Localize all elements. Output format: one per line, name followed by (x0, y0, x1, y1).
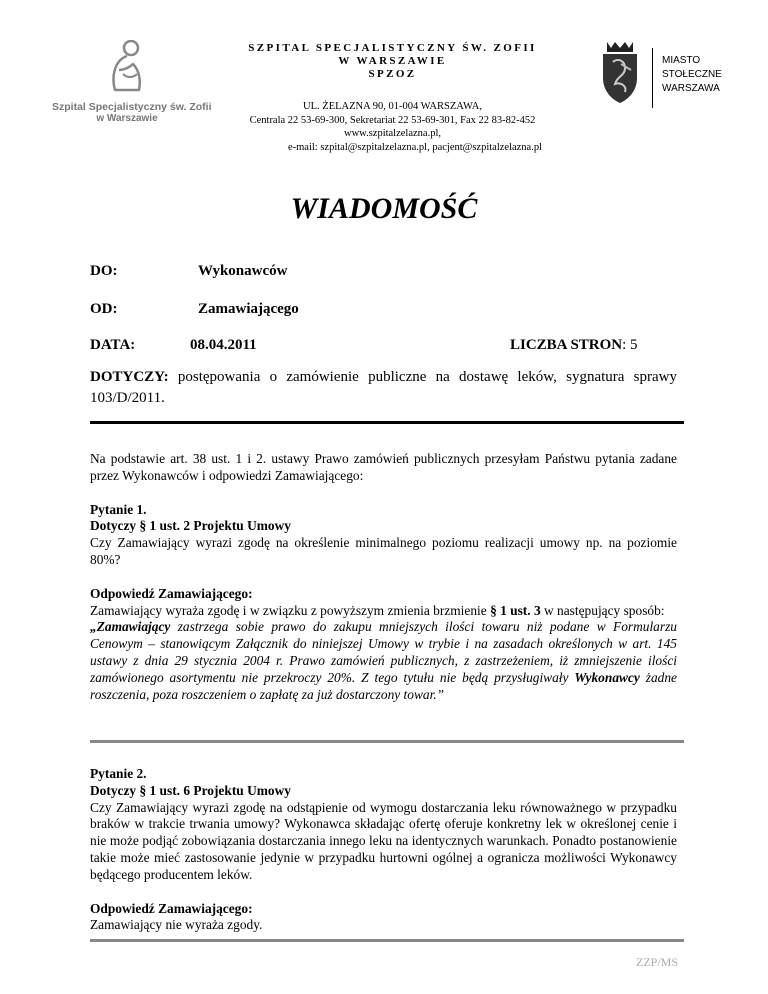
to-label: DO: (90, 263, 118, 279)
city-name-line: STOŁECZNE (662, 69, 722, 80)
city-name (662, 54, 722, 96)
logo-caption-city: w Warszawie (96, 113, 158, 124)
intro-text: Na podstawie art. 38 ust. 1 i 2. ustawy Prawo zamówień publicznych przesyłam Państwu pytania zadane przez Wykonawców i odpowiedzi Zamawiającego: (90, 451, 677, 483)
website: www.szpitalzelazna.pl, (344, 128, 441, 139)
date-label: DATA: (90, 337, 136, 353)
subject-label: DOTYCZY: (90, 369, 169, 385)
answer-quote (90, 619, 677, 703)
quote-end: żadne roszczenia, poza roszczeniem o zapłatę za już dostarczony towar.” (90, 669, 677, 702)
hospital-name-line: W WARSZAWIE (338, 55, 447, 67)
answer-text (90, 603, 677, 620)
quote-bold: Wykonawcy (574, 669, 640, 685)
hospital-name-line: SPZOZ (368, 68, 417, 80)
hospital-name (200, 42, 585, 81)
from-value: Zamawiającego (198, 301, 299, 317)
question-text: Czy Zamawiający wyrazi zgodę na określenie minimalnego poziomu realizacji umowy np. na poziomie 80%? (90, 535, 677, 567)
question-text: Czy Zamawiający wyrazi zgodę na odstąpienie od wymogu dostarczania leku równoważnego w przypadku braków w trakcie trwania umowy? Wykonawca składając ofertę oferuje konkretny lek w określonej cenie i nie może podjąć zobowiązania dostarczania innego leku na identycznych warunkach. Ponadto postanowienie takie może mieć zastosowanie jedynie w przypadku hurtowni ogólnej a ogranicza możliwości Wykonawcy będącego producentem leków. (90, 799, 677, 882)
divider (90, 939, 684, 942)
answer-reference: § 1 ust. 3 (490, 602, 541, 618)
hospital-contact (200, 100, 585, 154)
phones: Centrala 22 53-69-300, Sekretariat 22 53-69-301, Fax 22 83-82-452 (249, 114, 536, 126)
city-name-line: WARSZAWA (662, 83, 720, 94)
from-label: OD: (90, 301, 118, 317)
logo-caption: Szpital Specjalistyczny św. Zofii (52, 101, 212, 113)
subject (90, 367, 677, 409)
footer-code: ZZP/MS (635, 955, 678, 969)
address: UL. ŻELAZNA 90, 01-004 WARSZAWA, (303, 101, 482, 112)
pages-value: : 5 (622, 337, 638, 353)
question-2-section (90, 766, 677, 934)
question-heading: Pytanie 1. (90, 501, 147, 517)
divider (652, 48, 653, 108)
answer-text-part: w następujący sposób: (540, 602, 665, 618)
divider (90, 421, 684, 424)
date-value: 08.04.2011 (190, 337, 257, 353)
document-title: WIADOMOŚĆ (290, 192, 478, 225)
hospital-logo (52, 40, 212, 124)
answer-heading: Odpowiedź Zamawiającego: (90, 585, 253, 601)
hospital-logo-icon (105, 40, 149, 94)
email: e-mail: szpital@szpitalzelazna.pl, pacjent@szpitalzelazna.pl (287, 141, 542, 153)
quote-text: zastrzega sobie prawo do zakupu mniejszych ilości towaru niż podane w Formularzu Cenowym – stanowiącym Załącznik do niniejszej Umowy w trybie i na zasadach określonych w art. 145 ustawy z dnia 29 stycznia 2004 r. Prawo zamówień publicznych, z zastrzeżeniem, iż zmniejszenie ilości zamówionego asortymentu nie przekroczy 20%. Z tego tytułu nie będą przysługiwały (90, 619, 677, 685)
question-1-section (90, 451, 677, 703)
answer-heading: Odpowiedź Zamawiającego: (90, 900, 253, 916)
question-subheading: Dotyczy § 1 ust. 2 Projektu Umowy (90, 518, 291, 534)
city-crest-icon (597, 40, 643, 109)
page-count (510, 337, 638, 354)
answer-text-part: Zamawiający wyraża zgodę i w związku z powyższym zmienia brzmienie (90, 602, 491, 618)
question-heading: Pytanie 2. (90, 766, 147, 781)
divider (90, 740, 684, 743)
subject-text: postępowania o zamówienie publiczne na dostawę leków, sygnatura sprawy 103/D/2011. (90, 369, 677, 406)
hospital-name-line: SZPITAL SPECJALISTYCZNY ŚW. ZOFII (248, 42, 537, 54)
question-subheading: Dotyczy § 1 ust. 6 Projektu Umowy (90, 782, 291, 798)
pages-label: LICZBA STRON (510, 337, 623, 353)
to-value: Wykonawców (198, 263, 288, 279)
answer-text: Zamawiający nie wyraża zgody. (90, 917, 263, 933)
quote-subject: „Zamawiający (90, 619, 171, 635)
city-name-line: MIASTO (662, 55, 701, 66)
